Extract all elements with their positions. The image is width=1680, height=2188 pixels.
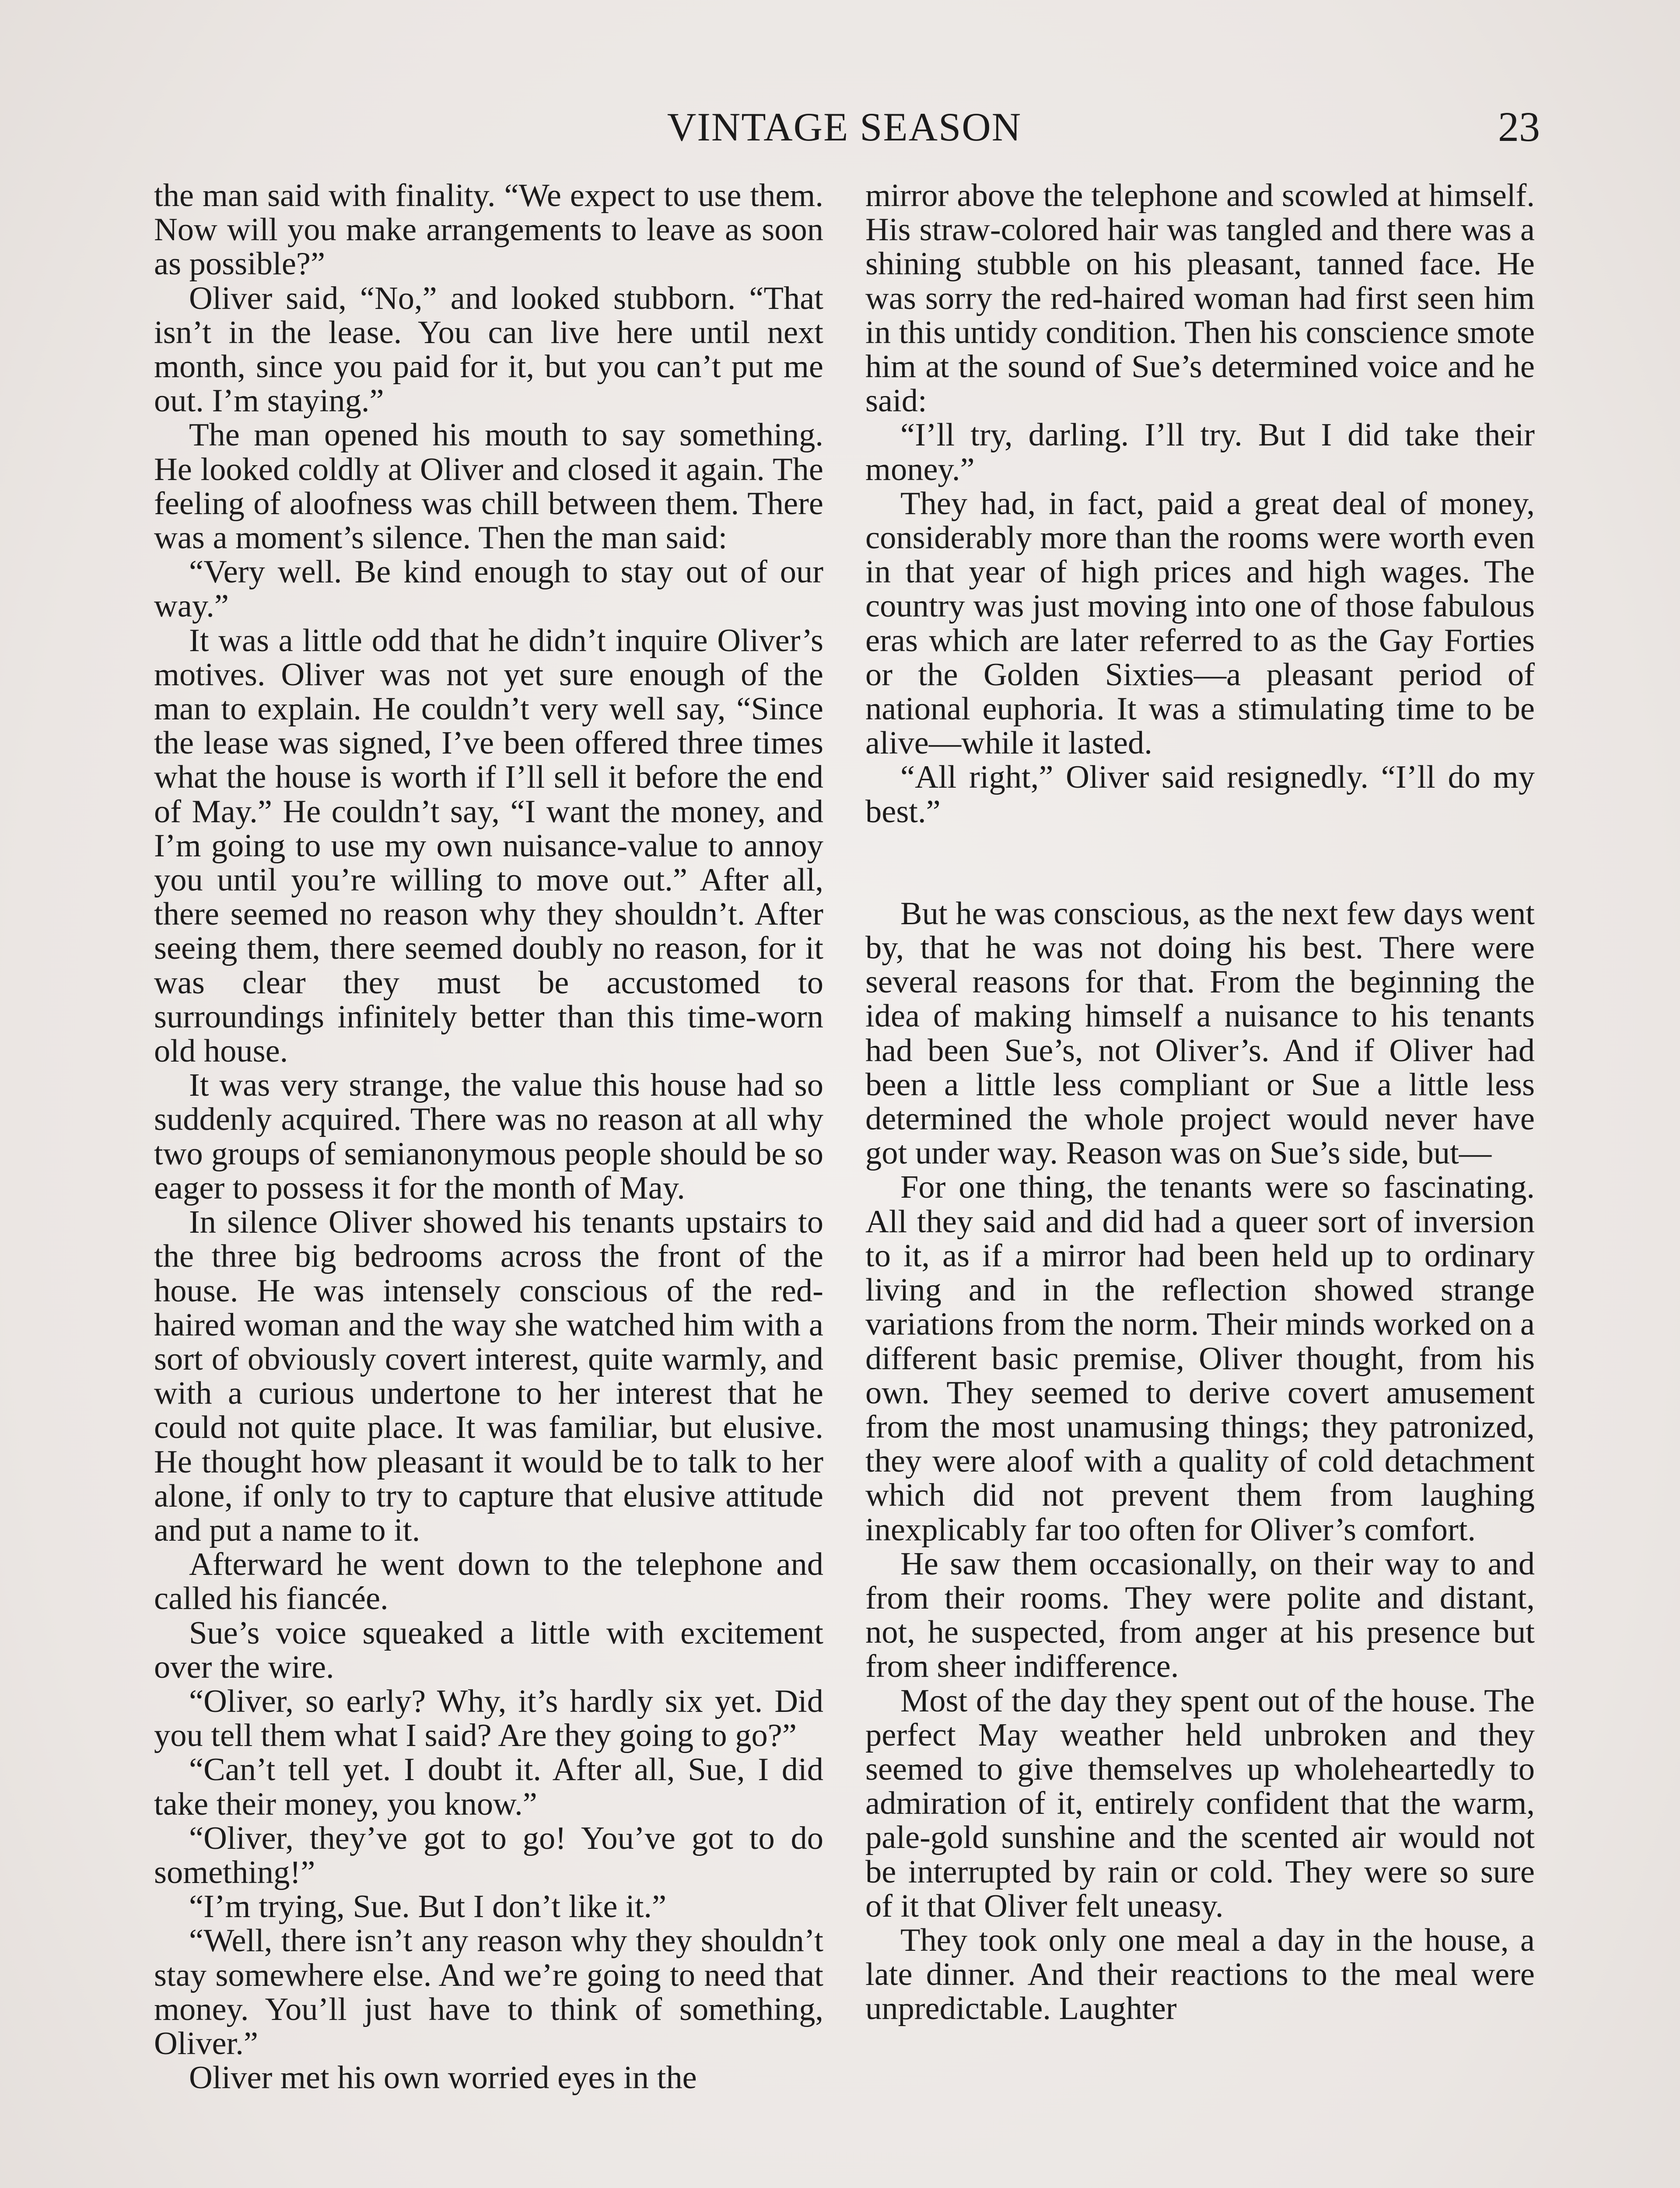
paragraph: Sue’s voice squeaked a little with excitement over the wire. <box>154 1615 823 1685</box>
paragraph: They took only one meal a day in the house, a late dinner. And their reactions to the meal were unpredictable. Laughter <box>865 1922 1535 2027</box>
paragraph: But he was conscious, as the next few days went by, that he was not doing his best. There were several reasons for that. From the beginning the idea of making himself a nuisance to his tenants had been Sue’s, not Oliver’s. And if Oliver had been a little less compliant or Sue a little less determined the whole project would never have got under way. Reason was on Sue’s side, but— <box>865 895 1535 1171</box>
running-title: VINTAGE SEASON <box>667 105 1022 149</box>
paragraph: In silence Oliver showed his tenants upstairs to the three big bedrooms across the front of the house. He was intensely conscious of the red-haired woman and the way she watched him with a sort of obviously covert interest, quite warmly, and with a curious undertone to her interest that he could not quite place. It was familiar, but elusive. He thought how pleasant it would be to talk to her alone, if only to try to capture that elusive attitude and put a name to it. <box>154 1204 823 1548</box>
paragraph: “Very well. Be kind enough to stay out of our way.” <box>154 554 823 624</box>
paragraph: “All right,” Oliver said resignedly. “I’ll do my best.” <box>865 759 1535 830</box>
paragraph: Oliver said, “No,” and looked stubborn. “That isn’t in the lease. You can live here until next month, since you paid for it, but you can’t put me out. I’m staying.” <box>154 280 823 419</box>
paragraph: It was a little odd that he didn’t inquire Oliver’s motives. Oliver was not yet sure enough of the man to explain. He couldn’t very well say, “Since the lease was signed, I’ve been offered three times what the house is worth if I’ll sell it before the end of May.” He couldn’t say, “I want the money, and I’m going to use my own nuisance-value to annoy you until you’re willing to move out.” After all, there seemed no reason why they shouldn’t. After seeing them, there seemed doubly no reason, for it was clear they must be accustomed to surroundings infinitely better than this time-worn old house. <box>154 622 823 1069</box>
page-number: 23 <box>1498 103 1540 150</box>
paragraph: They had, in fact, paid a great deal of money, considerably more than the rooms were worth even in that year of high prices and high wages. The country was just moving into one of those fabulous eras which are later referred to as the Gay Forties or the Golden Sixties—a pleasant period of national euphoria. It was a stimulating time to be alive—while it lasted. <box>865 485 1535 761</box>
paragraph: The man opened his mouth to say something. He looked coldly at Oliver and closed it again. The feeling of aloofness was chill between them. There was a moment’s silence. Then the man said: <box>154 417 823 556</box>
paragraph: He saw them occasionally, on their way to and from their rooms. They were polite and distant, not, he suspected, from anger at his presence but from sheer indifference. <box>865 1546 1535 1685</box>
paragraph: “I’ll try, darling. I’ll try. But I did take their money.” <box>865 417 1535 487</box>
paragraph: mirror above the telephone and scowled at himself. His straw-colored hair was tangled and there was a shining stubble on his pleasant, tanned face. He was sorry the red-haired woman had first seen him in this untidy condition. Then his conscience smote him at the sound of Sue’s determined voice and he said: <box>865 178 1535 419</box>
paragraph: Most of the day they spent out of the house. The perfect May weather held unbroken and they seemed to give themselves up wholeheartedly to admiration of it, entirely confident that the warm, pale-gold sunshine and the scented air would not be interrupted by rain or cold. They were so sure of it that Oliver felt uneasy. <box>865 1683 1535 1924</box>
paragraph: “Can’t tell yet. I doubt it. After all, Sue, I did take their money, you know.” <box>154 1752 823 1822</box>
paragraph: the man said with finality. “We expect to use them. Now will you make arrangements to leave as soon as possible?” <box>154 178 823 282</box>
paragraph: Oliver met his own worried eyes in the <box>189 2060 697 2096</box>
paragraph: “Well, there isn’t any reason why they shouldn’t stay somewhere else. And we’re going to need that money. You’ll just have to think of something, Oliver.” <box>154 1923 823 2062</box>
paragraph: For one thing, the tenants were so fascinating. All they said and did had a queer sort of inversion to it, as if a mirror had been held up to ordinary living and in the reflection showed strange variations from the norm. Their minds worked on a different basic premise, Oliver thought, from his own. They seemed to derive covert amusement from the most unamusing things; they patronized, they were aloof with a quality of cold detachment which did not prevent them from laughing inexplicably far too often for Oliver’s comfort. <box>865 1169 1535 1548</box>
paragraph: Afterward he went down to the telephone and called his fiancée. <box>154 1546 823 1617</box>
page-header <box>149 101 1540 153</box>
paragraph: It was very strange, the value this house had so suddenly acquired. There was no reason at all why two groups of semianonymous people should be so eager to possess it for the month of May. <box>154 1067 823 1206</box>
paragraph: “Oliver, so early? Why, it’s hardly six yet. Did you tell them what I said? Are they going to go?” <box>154 1683 823 1754</box>
paragraph: “I’m trying, Sue. But I don’t like it.” <box>189 1889 667 1925</box>
left-column <box>154 179 823 2095</box>
paragraph: “Oliver, they’ve got to go! You’ve got to do something!” <box>154 1820 823 1890</box>
right-column <box>865 179 1535 2026</box>
